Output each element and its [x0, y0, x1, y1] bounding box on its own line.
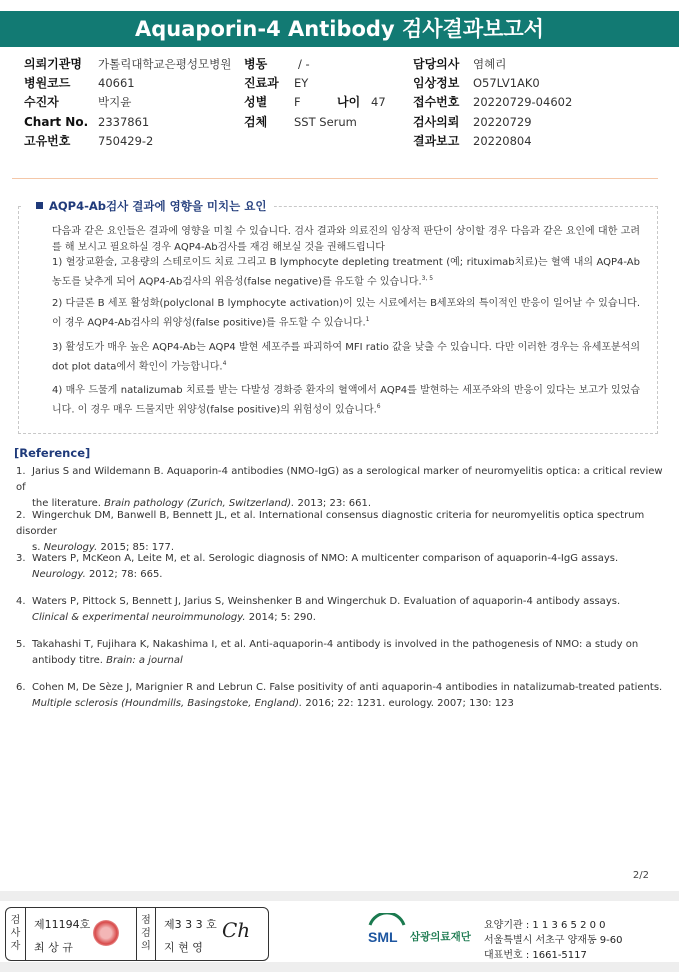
reference-item	[16, 637, 672, 669]
reference-cont: antibody titre.	[32, 655, 107, 666]
reference-text: Waters P, McKeon A, Leite M, et al. Serologic diagnosis of NMO: A multicenter comparison of aquaporin-4-IgG assays.	[32, 553, 619, 564]
factor-item-4-ref: 6	[376, 402, 381, 410]
report-date-label: 결과보고	[413, 134, 460, 148]
dept-value: EY	[294, 76, 309, 90]
tester-license: 제11194호	[34, 918, 91, 931]
request-date-label: 검사의뢰	[413, 115, 460, 129]
receipt-label: 접수번호	[413, 95, 460, 109]
report-title: Aquaporin-4 Antibody 검사결과보고서	[0, 11, 679, 47]
reference-journal: Brain: a journal	[106, 655, 183, 666]
reference-item	[16, 594, 672, 626]
reference-item	[16, 551, 672, 583]
handwritten-signature: Ch	[222, 918, 251, 942]
reference-num: 1.	[16, 466, 26, 477]
doctor-label: 담당의사	[413, 57, 460, 71]
factors-title-text: AQP4-Ab검사 결과에 영향을 미치는 요인	[49, 199, 267, 213]
reference-tail: 2012; 78: 665.	[85, 569, 163, 580]
institution-value: 가톨릭대학교은평성모병원	[98, 57, 232, 71]
reference-text: Jarius S and Wildemann B. Aquaporin-4 antibodies (NMO-IgG) as a serological marker of neuromyelitis optica: a critical review of	[16, 466, 663, 493]
sex-value: F	[294, 95, 301, 109]
reference-tail: 2016; 22: 1231. eurology. 2007; 130: 123	[302, 698, 514, 709]
factor-item-4-text: 4) 매우 드물게 natalizumab 치료를 받는 다발성 경화증 환자의 혈액에서 AQP4를 발현하는 세포주와의 반응이 있다는 보고가 있었습니다. 이 경우 매우 드물지만 위양성(false positive)의 위험성이 있습니다.	[52, 385, 640, 415]
factor-item-2-text: 2) 다클론 B 세포 활성화(polyclonal B lymphocyte activation)이 있는 시료에서는 B세포와의 특이적인 반응이 일어날 수 있습니다. 이 경우 AQP4-Ab검사의 위양성(false positive)를 유도할 수 있습니다.	[52, 298, 640, 328]
chart-no-value: 2337861	[98, 115, 150, 129]
specimen-label: 검체	[244, 115, 268, 129]
section-divider	[12, 178, 658, 179]
factor-item-1-ref: 3, 5	[421, 274, 434, 282]
reference-journal: Clinical & experimental neuroimmunology.	[32, 612, 246, 623]
footer-band	[0, 891, 679, 901]
factor-item-1	[52, 255, 640, 289]
reference-cont: s.	[32, 542, 44, 553]
factor-item-3	[52, 340, 640, 374]
reference-journal: Neurology.	[32, 569, 86, 580]
org-address: 서울특별시 서초구 양재동 9-60	[484, 935, 623, 946]
reference-text: Waters P, Pittock S, Bennett J, Jarius S, Weinshenker B and Wingerchuk D. Evaluation of aquaporin-4 antibody assays.	[32, 596, 621, 607]
sml-logo-icon	[366, 913, 408, 949]
clinical-value: O57LV1AK0	[473, 76, 540, 90]
factors-title	[22, 197, 274, 215]
chart-no-label: Chart No.	[24, 115, 89, 129]
reference-text: Wingerchuk DM, Banwell B, Bennett JL, et al. International consensus diagnostic criteria for neuromyelitis optica spectrum disorder	[16, 510, 645, 537]
checker-license: 제3 3 3 호	[164, 918, 217, 931]
reference-num: 5.	[16, 639, 26, 650]
reference-journal: Neurology.	[43, 542, 98, 553]
org-phone: 대표번호 : 1661-5117	[484, 950, 587, 961]
reference-tail: 2014; 5: 290.	[245, 612, 316, 623]
reference-heading: [Reference]	[14, 446, 91, 460]
reference-tail: 2015; 85: 177.	[97, 542, 175, 553]
factor-item-1-text: 1) 혈장교환술, 고용량의 스테로이드 치료 그리고 B lymphocyte depleting treatment (예; rituximab치료)는 혈액 내의 AQP4-Ab농도를 낮추게 되어 AQP4-Ab검사의 위음성(false negative)를 유도할 수 있습니다.	[52, 257, 640, 287]
reference-cont: the literature.	[32, 498, 105, 509]
receipt-value: 20220729-04602	[473, 95, 573, 109]
reference-item	[16, 680, 672, 712]
reference-tail: 2013; 23: 661.	[294, 498, 372, 509]
factor-item-4	[52, 383, 640, 417]
age-value: 47	[371, 95, 386, 109]
footer-bottom-band	[0, 962, 679, 972]
ward-value: / -	[298, 57, 310, 71]
tester-vertical-label	[6, 908, 26, 960]
factor-item-3-text: 3) 활성도가 매우 높은 AQP4-Ab는 AQP4 발현 세포주를 파괴하여 MFI ratio 값을 낮출 수 있습니다. 다만 이러한 경우는 유세포분석의 dot plot data에서 확인이 가능합니다.	[52, 342, 640, 372]
unique-no-value: 750429-2	[98, 134, 154, 148]
reference-item	[16, 508, 672, 556]
org-name: 삼광의료재단	[410, 931, 471, 943]
official-seal-icon	[93, 920, 119, 946]
clinical-label: 임상정보	[413, 76, 460, 90]
reference-num: 6.	[16, 682, 26, 693]
hospital-code-label: 병원코드	[24, 76, 71, 90]
org-code: 요양기관 : 1 1 3 6 5 2 0 0	[484, 920, 606, 931]
factors-intro: 다음과 같은 요인들은 결과에 영향을 미칠 수 있습니다. 검사 결과와 의료진의 임상적 판단이 상이할 경우 다음과 같은 요인에 대한 고려를 해 보시고 필요하실 경우 AQP4-Ab검사를 재검 해보실 것을 권해드립니다	[52, 226, 640, 253]
checker-name: 지 현 영	[164, 941, 203, 954]
reference-journal: Multiple sclerosis (Houndmills, Basingstoke, England).	[32, 698, 303, 709]
reference-text: Cohen M, De Sèze J, Marignier R and Lebrun C. False positivity of anti aquaporin-4 antibodies in natalizumab-treated patients.	[32, 682, 663, 693]
dept-label: 진료과	[244, 76, 279, 90]
factor-item-2	[52, 296, 640, 330]
report-date-value: 20220804	[473, 134, 532, 148]
sex-label: 성별	[244, 95, 268, 109]
reference-text: Takahashi T, Fujihara K, Nakashima I, et al. Anti-aquaporin-4 antibody is involved in the pathogenesis of NMO: a study on	[32, 639, 639, 650]
reference-num: 2.	[16, 510, 26, 521]
institution-label: 의뢰기관명	[24, 57, 82, 71]
ward-label: 병동	[244, 57, 268, 71]
page-number: 2/2	[632, 870, 649, 881]
tester-vertical-text: 검사자	[10, 915, 21, 952]
factor-item-2-ref: 1	[365, 315, 370, 323]
request-date-value: 20220729	[473, 115, 532, 129]
reference-journal: Brain pathology (Zurich, Switzerland).	[104, 498, 295, 509]
age-label: 나이	[337, 95, 361, 109]
square-bullet-icon	[36, 202, 43, 209]
specimen-value: SST Serum	[294, 115, 357, 129]
unique-no-label: 고유번호	[24, 134, 71, 148]
checker-vertical-label	[136, 908, 156, 960]
doctor-value: 염혜리	[473, 57, 507, 71]
reference-num: 3.	[16, 553, 26, 564]
reference-num: 4.	[16, 596, 26, 607]
factor-item-3-ref: 4	[222, 359, 227, 367]
logo-text: SML	[368, 929, 398, 945]
examinee-label: 수진자	[24, 95, 59, 109]
checker-vertical-text: 점검의	[141, 915, 151, 952]
hospital-code-value: 40661	[98, 76, 135, 90]
examinee-value: 박지윤	[98, 95, 132, 109]
reference-item	[16, 464, 672, 512]
tester-name: 최 상 규	[34, 941, 73, 954]
